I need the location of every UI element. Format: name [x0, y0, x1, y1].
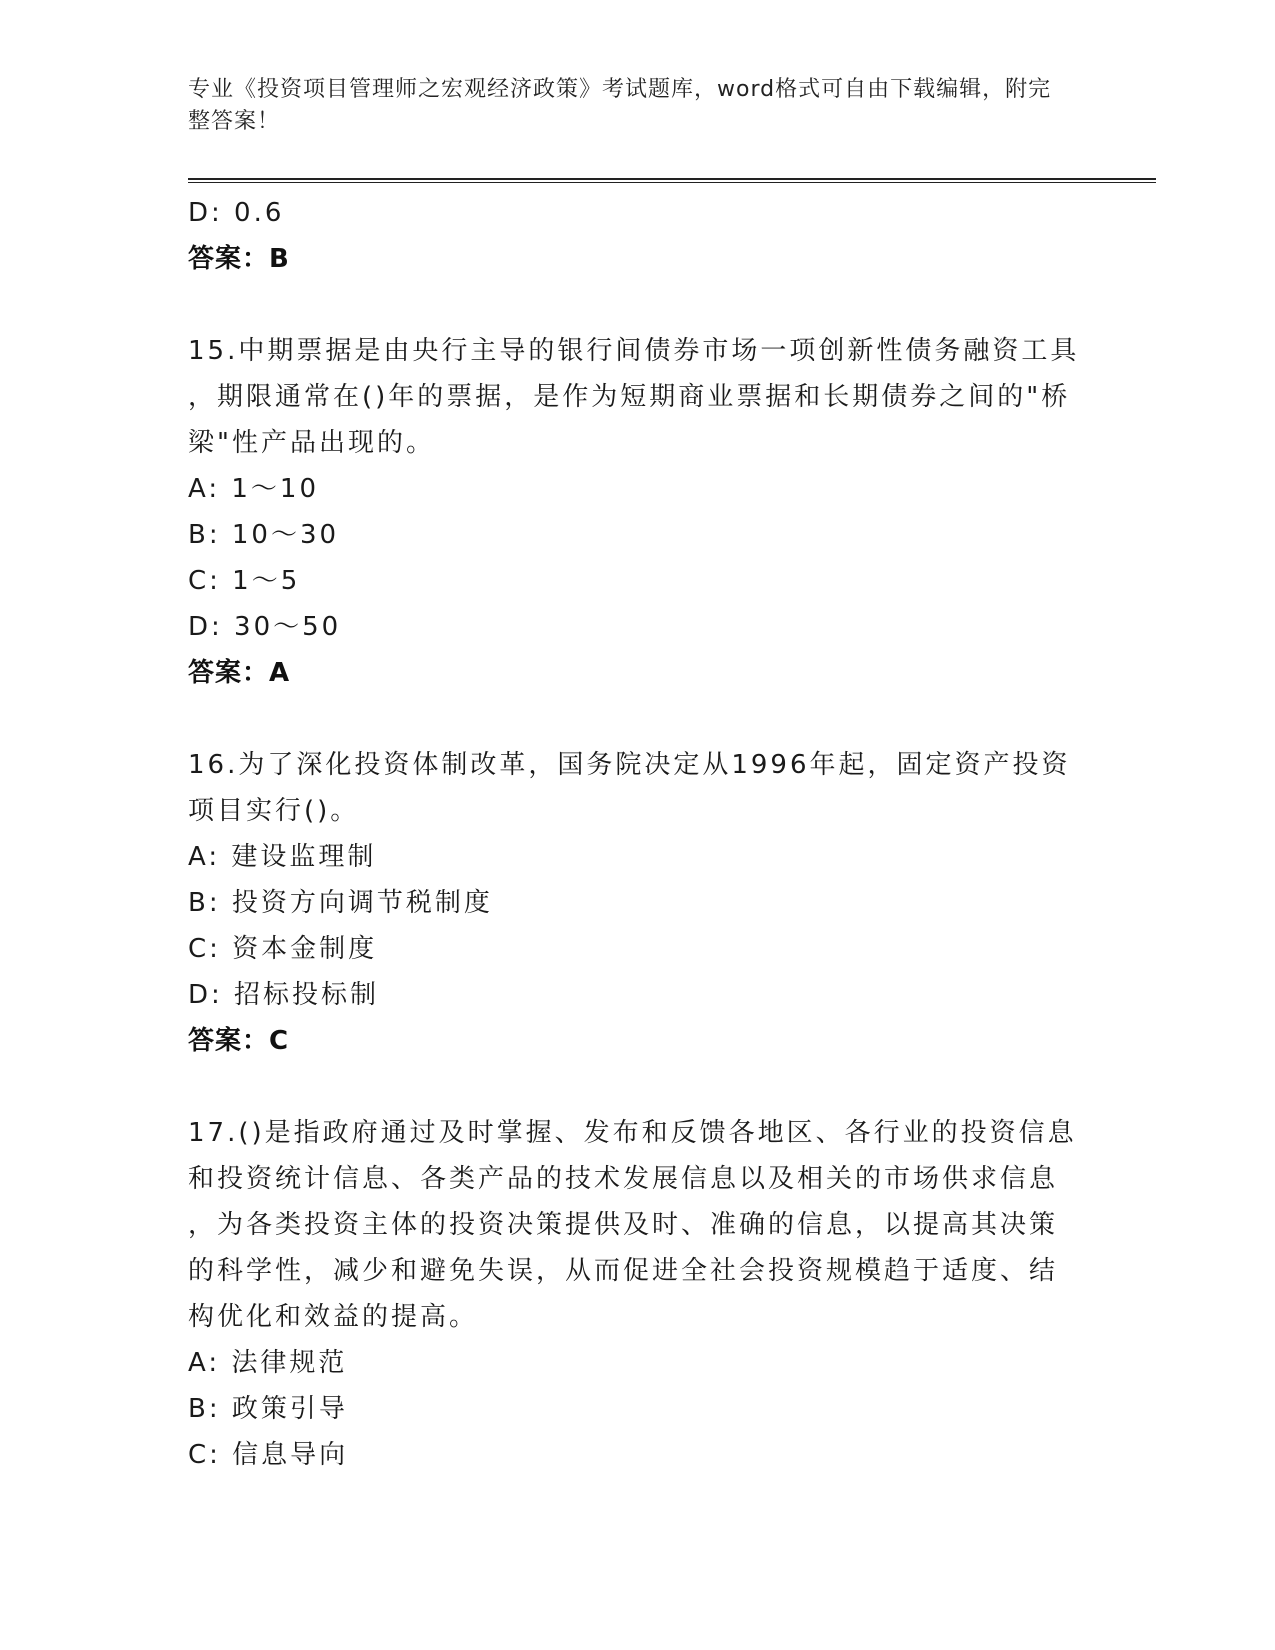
option-c: C: 资本金制度 — [188, 934, 378, 964]
question-text-line: 构优化和效益的提高。 — [188, 1302, 479, 1332]
question-text-line: 项目实行()。 — [188, 796, 360, 826]
question-text-line: 16.为了深化投资体制改革，国务院决定从1996年起，固定资产投资 — [188, 750, 1071, 780]
question-17 — [188, 1110, 1077, 1340]
question-text-line: ，期限通常在()年的票据，是作为短期商业票据和长期债券之间的"桥 — [188, 382, 1071, 412]
option-d: D: 招标投标制 — [188, 980, 380, 1010]
option-a: A: 法律规范 — [188, 1348, 348, 1378]
document-body — [188, 190, 1088, 1478]
option-b: B: 投资方向调节税制度 — [188, 888, 493, 918]
answer: 答案：A — [188, 658, 291, 688]
option-a: A: 1～10 — [188, 474, 319, 504]
option-c: C: 信息导向 — [188, 1440, 349, 1470]
question-text-line: 和投资统计信息、各类产品的技术发展信息以及相关的市场供求信息 — [188, 1164, 1059, 1194]
answer: 答案：B — [188, 244, 290, 274]
question-15 — [188, 328, 1080, 466]
question-text-line: 梁"性产品出现的。 — [188, 428, 435, 458]
question-text-line: 15.中期票据是由央行主导的银行间债券市场一项创新性债务融资工具 — [188, 336, 1080, 366]
question-text-line: ，为各类投资主体的投资决策提供及时、准确的信息，以提高其决策 — [188, 1210, 1059, 1240]
option-d: D: 30～50 — [188, 612, 342, 642]
header-divider — [188, 178, 1156, 183]
option-c: C: 1～5 — [188, 566, 301, 596]
page-header: 专业《投资项目管理师之宏观经济政策》考试题库，word格式可自由下载编辑，附完整答案！ — [188, 77, 1052, 134]
option-a: A: 建设监理制 — [188, 842, 377, 872]
question-text-line: 17.()是指政府通过及时掌握、发布和反馈各地区、各行业的投资信息 — [188, 1118, 1077, 1148]
option-b: B: 政策引导 — [188, 1394, 348, 1424]
question-16 — [188, 742, 1071, 834]
option-b: B: 10～30 — [188, 520, 340, 550]
question-text-line: 的科学性，减少和避免失误，从而促进全社会投资规模趋于适度、结 — [188, 1256, 1059, 1286]
option-d: D: 0.6 — [188, 198, 285, 228]
answer: 答案：C — [188, 1026, 290, 1056]
